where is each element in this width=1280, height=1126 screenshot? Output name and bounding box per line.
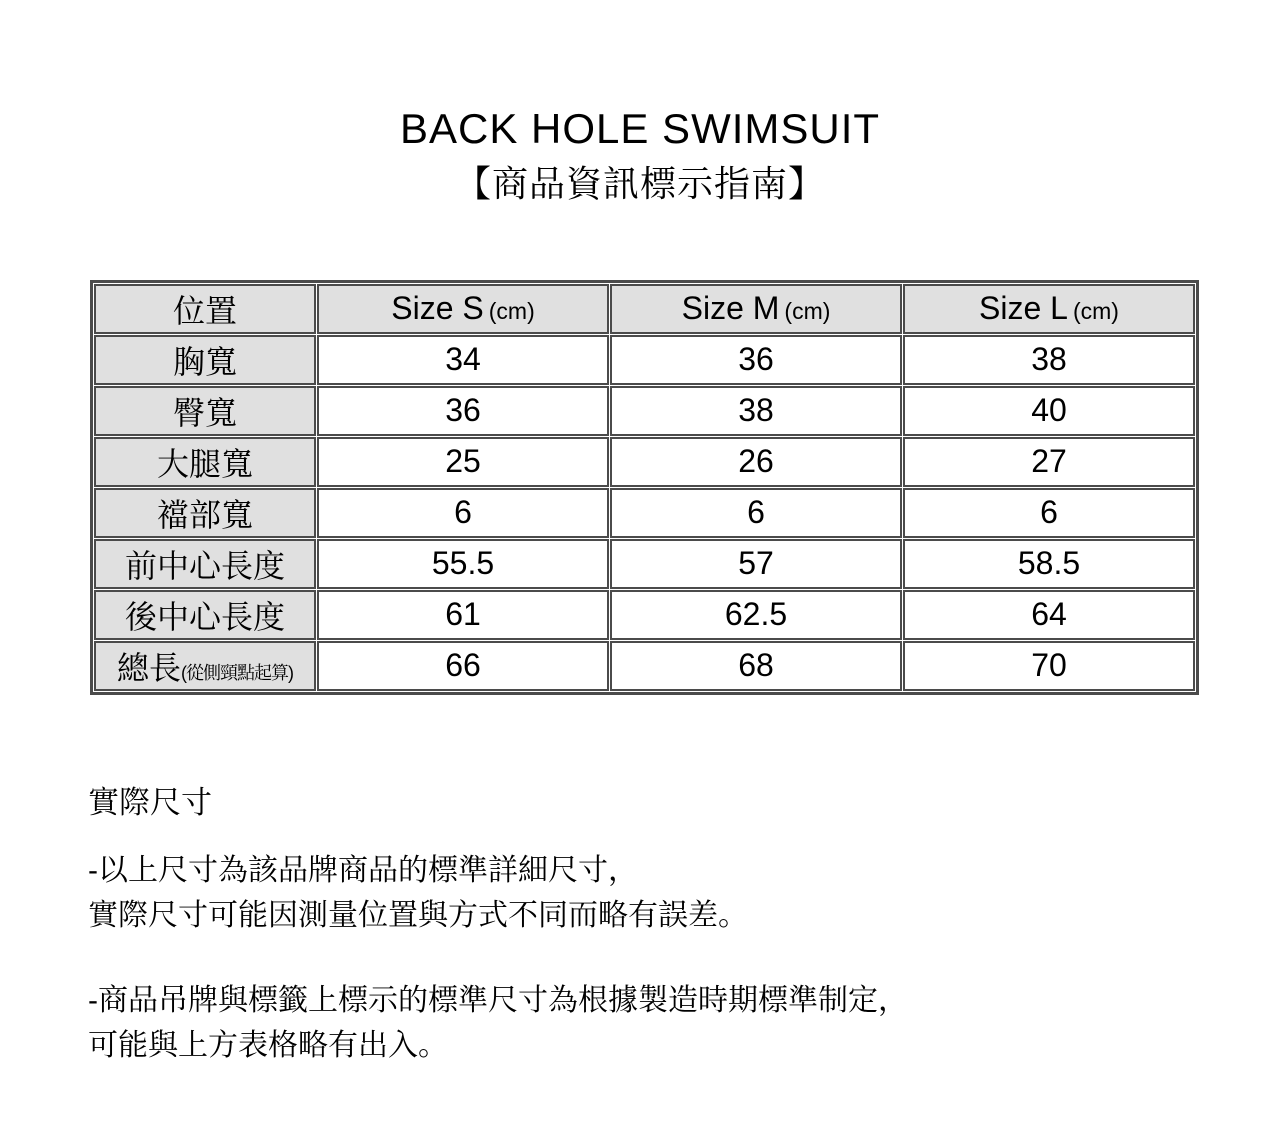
cell-value: 38 <box>903 335 1195 385</box>
row-label-text: 總長 <box>116 649 181 686</box>
table-header-row <box>94 284 1195 334</box>
cell-value: 58.5 <box>903 539 1195 589</box>
row-label <box>94 641 316 691</box>
notes-heading: 實際尺寸 <box>88 784 212 820</box>
cell-value: 36 <box>317 386 609 436</box>
row-label <box>94 386 316 436</box>
row-label <box>94 437 316 487</box>
page-header <box>0 0 1280 206</box>
notes-section <box>88 777 1280 1068</box>
cell-value: 27 <box>903 437 1195 487</box>
column-header-size-m <box>610 284 902 334</box>
cell-value: 36 <box>610 335 902 385</box>
note-paragraph-standard-size <box>88 848 1280 938</box>
cell-value: 70 <box>903 641 1195 691</box>
note-paragraph-hangtag <box>88 978 1280 1068</box>
table-row-hip-width <box>94 386 1195 436</box>
column-header-size-l <box>903 284 1195 334</box>
row-label-text: 前中心長度 <box>124 547 285 584</box>
row-label-text: 大腿寬 <box>156 445 253 482</box>
page-title: BACK HOLE SWIMSUIT <box>399 105 881 152</box>
cell-value: 25 <box>317 437 609 487</box>
cell-value: 38 <box>610 386 902 436</box>
cell-value: 6 <box>610 488 902 538</box>
size-m-label: Size M <box>681 290 780 327</box>
column-header-location: 位置 <box>94 284 316 334</box>
note-line: -商品吊牌與標籤上標示的標準尺寸為根據製造時期標準制定， <box>88 983 908 1017</box>
note-line: 實際尺寸可能因測量位置與方式不同而略有誤差。 <box>88 898 748 932</box>
cell-value: 64 <box>903 590 1195 640</box>
table-row-thigh-width <box>94 437 1195 487</box>
row-label <box>94 539 316 589</box>
size-m-unit: (cm) <box>784 298 831 325</box>
cell-value: 68 <box>610 641 902 691</box>
size-s-unit: (cm) <box>488 298 535 325</box>
cell-value: 6 <box>903 488 1195 538</box>
size-l-label: Size L <box>979 290 1068 327</box>
cell-value: 66 <box>317 641 609 691</box>
row-label-text: 後中心長度 <box>124 598 285 635</box>
note-line: -以上尺寸為該品牌商品的標準詳細尺寸， <box>88 853 638 887</box>
row-label-text: 襠部寬 <box>156 496 253 533</box>
row-label <box>94 335 316 385</box>
size-s-label: Size S <box>391 290 484 327</box>
page-subtitle: 【商品資訊標示指南】 <box>454 163 825 205</box>
table-row-front-center-length <box>94 539 1195 589</box>
cell-value: 26 <box>610 437 902 487</box>
size-l-unit: (cm) <box>1072 298 1119 325</box>
size-table <box>90 280 1199 695</box>
table-row-back-center-length <box>94 590 1195 640</box>
row-label-text: 胸寬 <box>172 343 237 380</box>
cell-value: 62.5 <box>610 590 902 640</box>
row-label-subtext: (從側頸點起算) <box>181 662 293 683</box>
cell-value: 6 <box>317 488 609 538</box>
cell-value: 55.5 <box>317 539 609 589</box>
table-row-total-length <box>94 641 1195 691</box>
cell-value: 61 <box>317 590 609 640</box>
table-row-crotch-width <box>94 488 1195 538</box>
row-label-text: 臀寬 <box>172 394 237 431</box>
row-label <box>94 590 316 640</box>
cell-value: 34 <box>317 335 609 385</box>
note-line: 可能與上方表格略有出入。 <box>88 1028 448 1062</box>
row-label <box>94 488 316 538</box>
column-header-size-s <box>317 284 609 334</box>
cell-value: 57 <box>610 539 902 589</box>
cell-value: 40 <box>903 386 1195 436</box>
table-row-chest-width <box>94 335 1195 385</box>
